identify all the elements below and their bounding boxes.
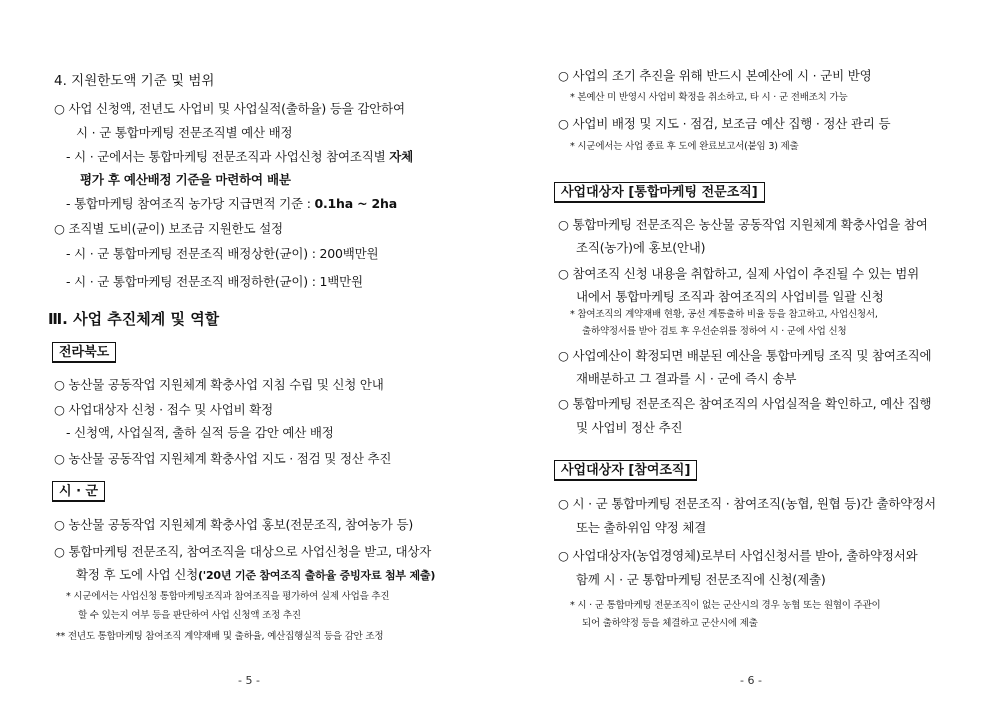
bullet-line: 재배분하고 그 결과를 시 · 군에 즉시 송부 xyxy=(576,371,797,386)
plain-text: 확정 후 도에 사업 신청 xyxy=(76,567,198,582)
box-heading-marketing-org: 사업대상자 [통합마케팅 전문조직] xyxy=(554,182,765,203)
note-line: * 시 · 군 통합마케팅 전문조직이 없는 군산시의 경우 농협 또는 원협이 주관이 xyxy=(570,600,881,611)
note-line: * 본예산 미 반영시 사업비 확정을 취소하고, 타 시 · 군 전배조치 가능 xyxy=(570,92,848,103)
bullet-line: ○ 사업비 배정 및 지도 · 점검, 보조금 예산 집행 · 정산 관리 등 xyxy=(558,116,891,131)
dash-line xyxy=(66,147,413,165)
dash-text: - 통합마케팅 참여조직 농가당 지급면적 기준 : xyxy=(66,196,315,211)
bullet-line: ○ 농산물 공동작업 지원체계 확충사업 지침 수립 및 신청 안내 xyxy=(54,377,384,392)
dash-line-bold: 평가 후 예산배정 기준을 마련하여 배분 xyxy=(80,172,291,187)
bullet-line: ○ 시 · 군 통합마케팅 전문조직 · 참여조직(농협, 원협 등)간 출하약정서 xyxy=(558,496,936,511)
note-line: ** 전년도 통합마케팅 참여조직 계약재배 및 출하율, 예산집행실적 등을 감안 조정 xyxy=(56,631,384,642)
box-heading-participating-org: 사업대상자 [참여조직] xyxy=(554,460,697,481)
bullet-line: ○ 사업 신청액, 전년도 사업비 및 사업실적(출하율) 등을 감안하여 xyxy=(54,101,405,116)
bullet-line: ○ 농산물 공동작업 지원체계 확충사업 지도 · 점검 및 정산 추진 xyxy=(54,451,392,466)
dash-line: - 시 · 군 통합마케팅 전문조직 배정하한(균이) : 1백만원 xyxy=(66,274,363,289)
dash-text: - 시 · 군에서는 통합마케팅 전문조직과 사업신청 참여조직별 xyxy=(66,149,390,164)
bullet-line: ○ 사업예산이 확정되면 배분된 예산을 통합마케팅 조직 및 참여조직에 xyxy=(558,348,932,363)
dash-line: - 시 · 군 통합마케팅 전문조직 배정상한(균이) : 200백만원 xyxy=(66,246,379,261)
bullet-line: ○ 조직별 도비(균이) 보조금 지원한도 설정 xyxy=(54,221,283,236)
bullet-line: ○ 참여조직 신청 내용을 취합하고, 실제 사업이 추진될 수 있는 범위 xyxy=(558,266,919,281)
note-line: * 시군에서는 사업 종료 후 도에 완료보고서(붙임 3) 제출 xyxy=(570,141,799,152)
note-line: 할 수 있는지 여부 등을 판단하여 사업 신청액 조정 추진 xyxy=(78,610,301,621)
bullet-line: ○ 통합마케팅 전문조직, 참여조직을 대상으로 사업신청을 받고, 대상자 xyxy=(54,544,432,559)
bold-text: ('20년 기준 참여조직 출하율 증빙자료 첨부 제출) xyxy=(197,569,436,582)
note-line: * 참여조직의 계약재배 현황, 공선 계통출하 비율 등을 참고하고, 사업신청서, xyxy=(570,309,878,320)
bullet-line: 조직(농가)에 홍보(안내) xyxy=(576,240,706,255)
box-heading-province: 전라북도 xyxy=(52,342,116,363)
bullet-line: 내에서 통합마케팅 조직과 참여조직의 사업비를 일괄 신청 xyxy=(576,289,884,304)
dash-line: - 신청액, 사업실적, 출하 실적 등을 감안 예산 배정 xyxy=(66,425,334,440)
bold-text: 자체 xyxy=(389,149,414,164)
bullet-line: 시 · 군 통합마케팅 전문조직별 예산 배정 xyxy=(76,125,293,140)
bold-text: 0.1ha ~ 2ha xyxy=(314,196,397,211)
bullet-line: ○ 사업대상자(농업경영체)로부터 사업신청서를 받아, 출하약정서와 xyxy=(558,548,918,563)
note-line: 되어 출하약정 등을 체결하고 군산시에 제출 xyxy=(582,618,758,629)
page-number: - 6 - xyxy=(740,674,762,687)
heading-support-limit: 4. 지원한도액 기준 및 범위 xyxy=(54,73,215,89)
note-line: 출하약정서를 받아 검토 후 우선순위를 정하여 시 · 군에 사업 신청 xyxy=(582,326,847,337)
page-number: - 5 - xyxy=(238,674,260,687)
bullet-line: ○ 사업대상자 신청 · 접수 및 사업비 확정 xyxy=(54,402,274,417)
section-heading: Ⅲ. 사업 추진체계 및 역할 xyxy=(48,310,220,328)
bullet-line xyxy=(76,565,435,583)
bullet-line: ○ 사업의 조기 추진을 위해 반드시 본예산에 시 · 군비 반영 xyxy=(558,68,872,83)
page-right xyxy=(500,0,1000,707)
bullet-line: ○ 통합마케팅 전문조직은 참여조직의 사업실적을 확인하고, 예산 집행 xyxy=(558,396,932,411)
bullet-line: 또는 출하위임 약정 체결 xyxy=(576,520,707,535)
bullet-line: 함께 시 · 군 통합마케팅 전문조직에 신청(제출) xyxy=(576,572,826,587)
bullet-line: ○ 통합마케팅 전문조직은 농산물 공동작업 지원체계 확충사업을 참여 xyxy=(558,217,928,232)
box-heading-city-county: 시 · 군 xyxy=(52,481,105,502)
bullet-line: ○ 농산물 공동작업 지원체계 확충사업 홍보(전문조직, 참여농가 등) xyxy=(54,517,413,532)
note-line: * 시군에서는 사업신청 통합마케팅조직과 참여조직을 평가하여 실제 사업을 추진 xyxy=(66,591,390,602)
dash-line xyxy=(66,194,397,212)
bullet-line: 및 사업비 정산 추진 xyxy=(576,420,683,435)
